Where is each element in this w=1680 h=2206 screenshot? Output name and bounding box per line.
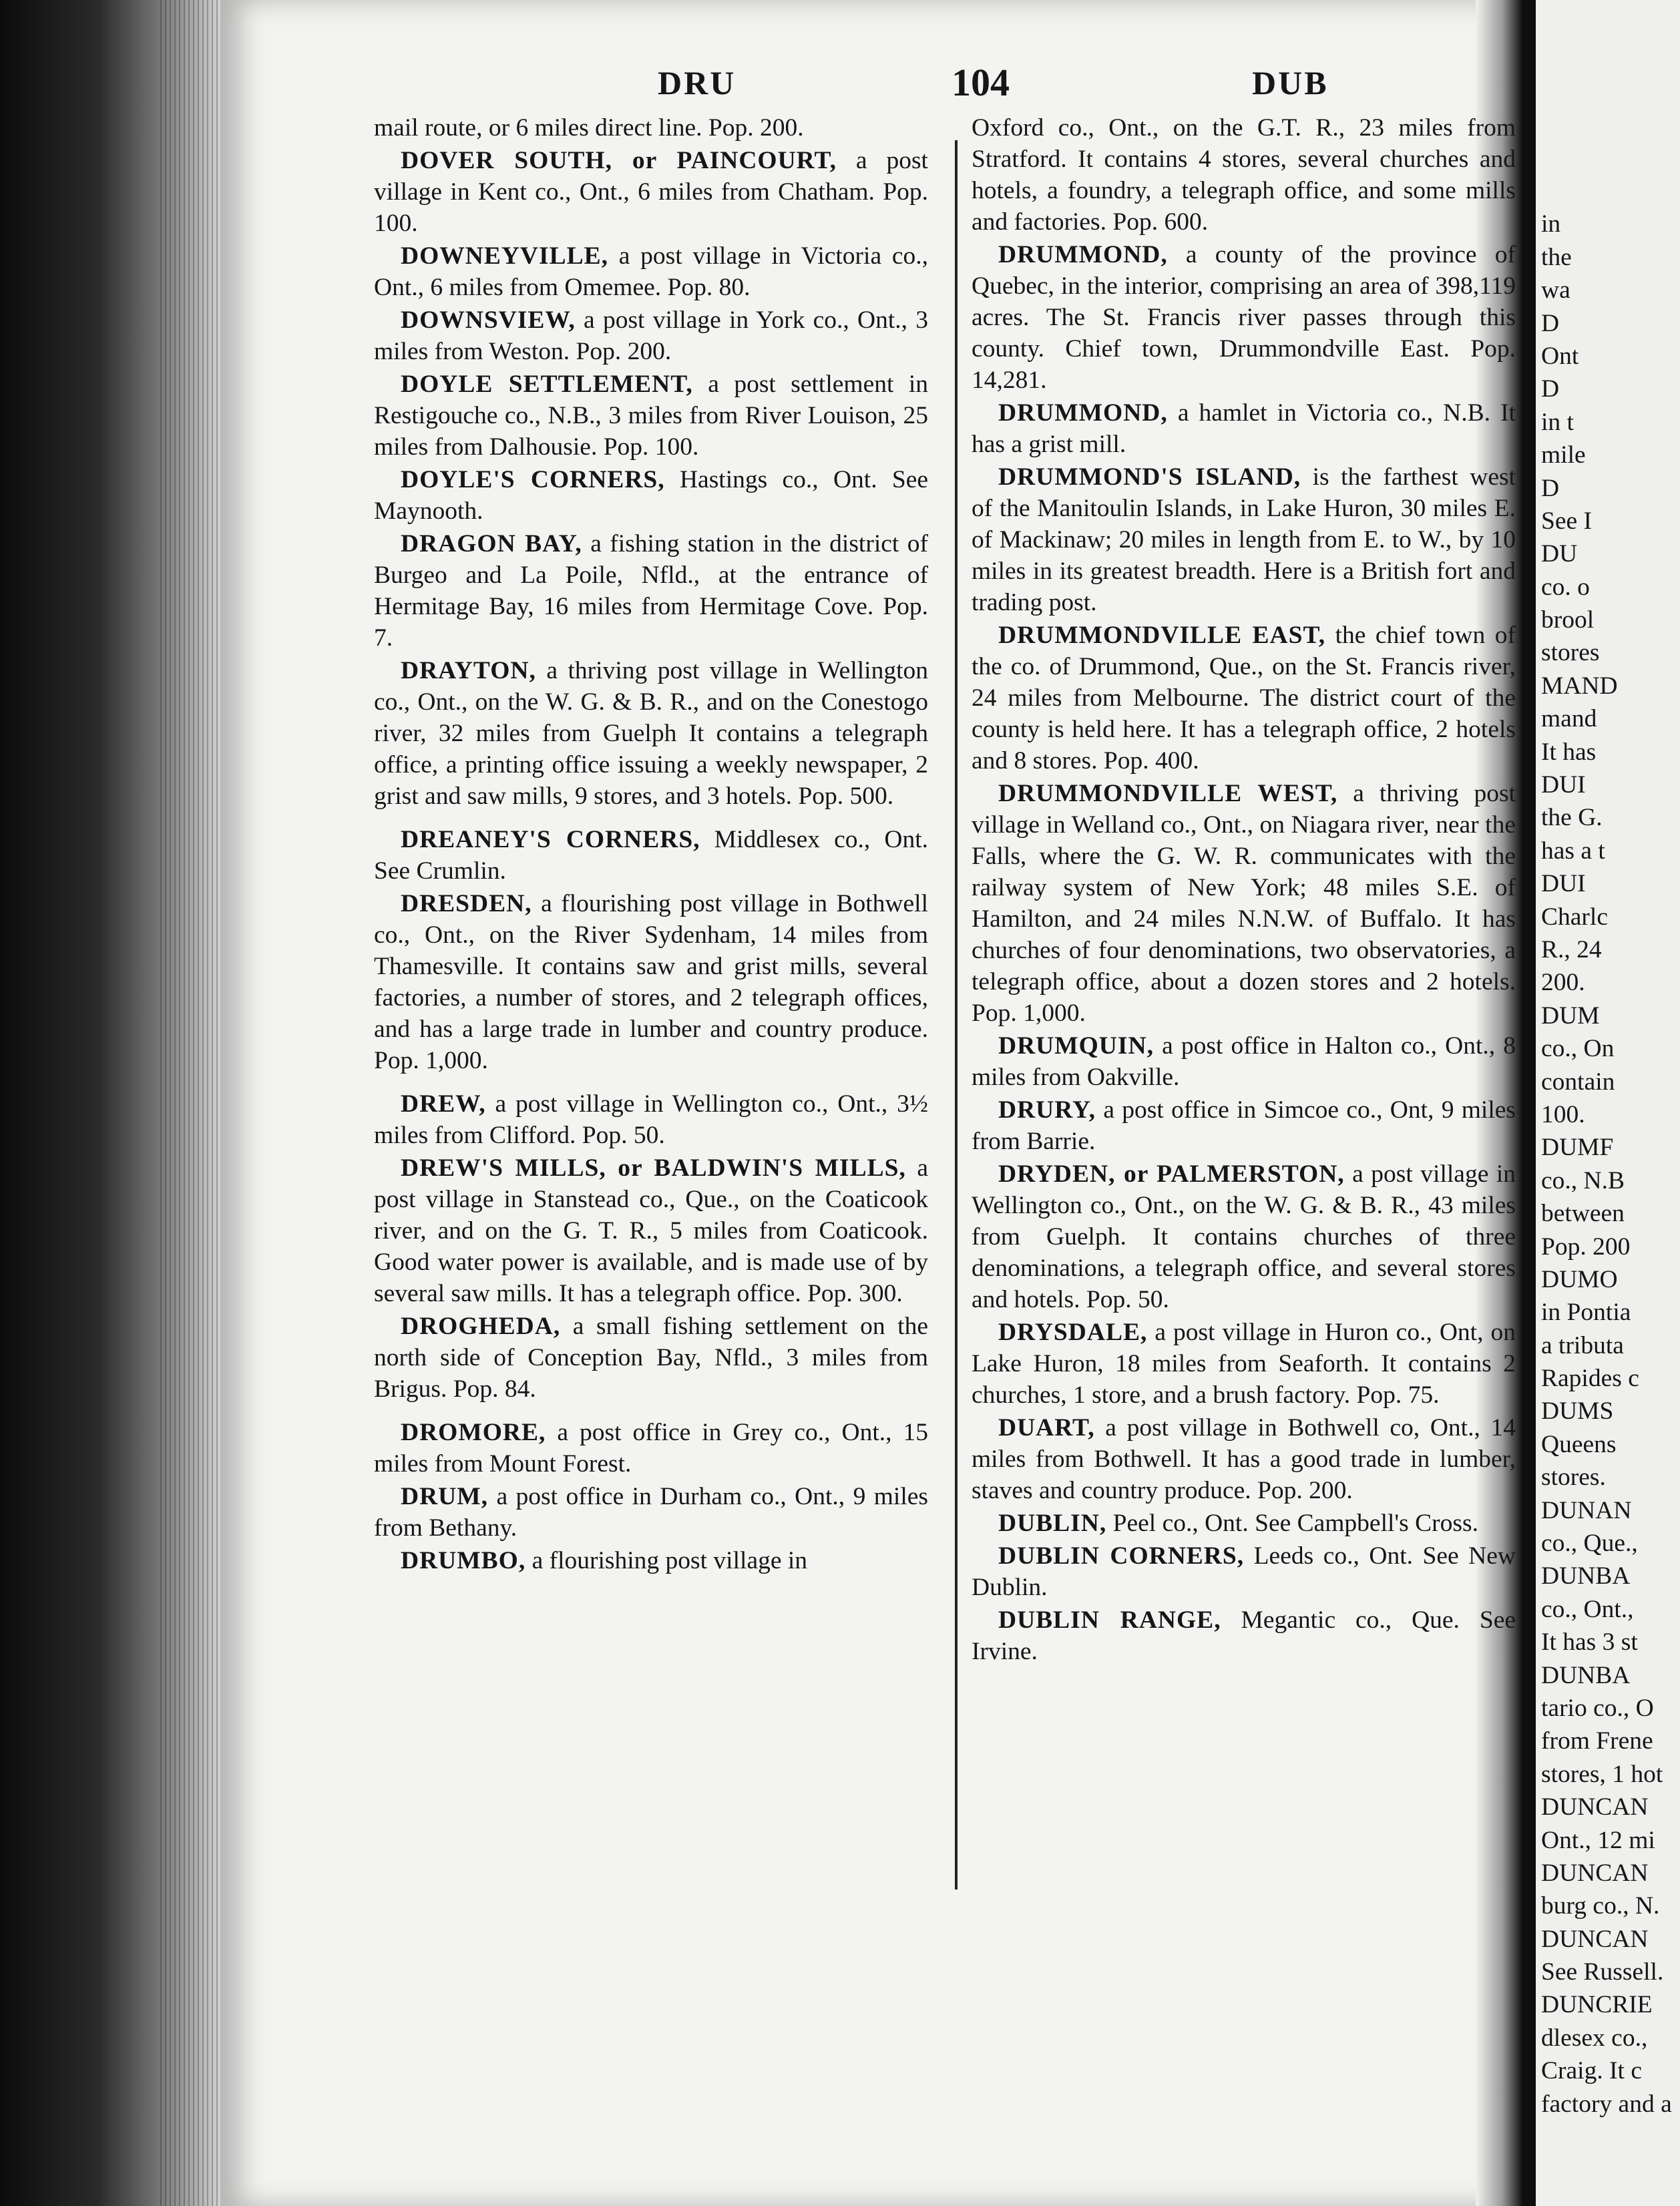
entry-headword: DREW, — [401, 1090, 486, 1118]
entry-text: Leeds co., Ont. See New Dublin. — [972, 1542, 1516, 1601]
entry-headword: DRYDEN, or PALMERSTON, — [998, 1160, 1345, 1188]
next-page-line: burg co., N. — [1541, 1892, 1660, 1920]
entry-headword: DUBLIN CORNERS, — [998, 1542, 1245, 1570]
left-column — [374, 112, 928, 1578]
gazetteer-entry — [972, 1317, 1516, 1411]
entry-headword: DREANEY'S CORNERS, — [401, 826, 700, 853]
next-page-line: Craig. It c — [1541, 2057, 1642, 2085]
entry-headword: DUART, — [998, 1414, 1095, 1442]
next-page-line: in — [1541, 210, 1561, 238]
next-page-line: between — [1541, 1200, 1625, 1228]
next-page-line: Ont — [1541, 342, 1579, 370]
gazetteer-entry — [374, 1545, 928, 1576]
next-page-line: the — [1541, 243, 1572, 271]
next-page-line: co., On — [1541, 1035, 1615, 1063]
entry-headword: DROMORE, — [401, 1419, 546, 1446]
entry-text: a post settlement in Restigouche co., N.B., 3 miles from River Louison, 25 miles from Dalhousie. Pop. 100. — [374, 371, 928, 461]
gazetteer-entry — [374, 1088, 928, 1151]
entry-text: Megantic co., Que. See Irvine. — [972, 1606, 1516, 1665]
gazetteer-entry — [374, 655, 928, 812]
next-page-line: the G. — [1541, 804, 1603, 832]
entry-text: a post village in Victoria co., Ont., 6 miles from Omemee. Pop. 80. — [374, 242, 928, 301]
entry-text: a fishing station in the district of Burgeo and La Poile, Nfld., at the entrance of Hermitage Bay, 16 miles from Hermitage Cove. Pop. 7. — [374, 530, 928, 652]
column-rule — [955, 140, 958, 1890]
entry-text: a post village in Wellington co., Ont., 3½ miles from Clifford. Pop. 50. — [374, 1090, 928, 1149]
entry-headword: DRESDEN, — [401, 890, 532, 917]
entry-text: a post office in Simcoe co., Ont, 9 miles from Barrie. — [972, 1096, 1516, 1155]
next-page-line: See Russell. — [1541, 1958, 1664, 1986]
next-page-line: Pop. 200 — [1541, 1233, 1631, 1261]
entry-text: Hastings co., Ont. See Maynooth. — [374, 466, 928, 525]
next-page-line: DUNCAN — [1541, 1859, 1649, 1887]
next-page-line: DUNCAN — [1541, 1793, 1649, 1821]
gazetteer-entry — [972, 1030, 1516, 1093]
next-page-line: stores. — [1541, 1464, 1606, 1492]
entry-headword: DRUMMOND'S ISLAND, — [998, 463, 1301, 491]
entry-text: a post office in Halton co., Ont., 8 miles from Oakville. — [972, 1032, 1516, 1091]
next-page-line: DUNCAN — [1541, 1925, 1649, 1953]
gazetteer-entry — [972, 1094, 1516, 1157]
gazetteer-entry — [374, 464, 928, 527]
entry-headword: DRAYTON, — [401, 657, 536, 684]
gazetteer-entry — [374, 145, 928, 239]
next-page-line: tario co., O — [1541, 1694, 1654, 1722]
next-page-line: brool — [1541, 606, 1595, 634]
next-page-line: from Frene — [1541, 1727, 1653, 1755]
gazetteer-entry — [374, 369, 928, 463]
gazetteer-entry — [374, 888, 928, 1076]
next-page-line: co., Ont., — [1541, 1595, 1634, 1623]
gazetteer-entry — [972, 620, 1516, 777]
next-page-line: Charlc — [1541, 903, 1608, 931]
next-page-line: mile — [1541, 441, 1586, 469]
next-page-line: 100. — [1541, 1100, 1585, 1128]
entry-text: a post office in Grey co., Ont., 15 miles from Mount Forest. — [374, 1419, 928, 1478]
next-page-line: It has 3 st — [1541, 1628, 1638, 1657]
entry-headword: DOWNEYVILLE, — [401, 242, 609, 270]
next-page-line: Rapides c — [1541, 1365, 1639, 1393]
entry-text: a thriving post village in Welland co., Ont., on Niagara river, near the Falls, where the G. W. R. communicates with the railway system of New York; 48 miles S.E. of Hamilton, and 24 miles N.N.W. of Buffalo. It has churches of four denominations, two observatories, a telegraph office, about a dozen stores and 2 hotels. Pop. 1,000. — [972, 780, 1516, 1027]
entry-text: Oxford co., Ont., on the G.T. R., 23 miles from Stratford. It contains 4 stores, several churches and hotels, a foundry, a telegraph office, and some mills and factories. Pop. 600. — [972, 114, 1516, 236]
next-page-line: contain — [1541, 1068, 1615, 1096]
entry-text: a post village in Huron co., Ont, on Lake Huron, 18 miles from Seaforth. It contains 2 churches, 1 store, and a brush factory. Pop. 75. — [972, 1319, 1516, 1409]
next-page-line: DUMO — [1541, 1265, 1618, 1293]
gazetteer-entry — [972, 239, 1516, 396]
next-page-line: in Pontia — [1541, 1299, 1631, 1327]
entry-headword: DUBLIN RANGE, — [998, 1606, 1221, 1634]
entry-text: a post village in Kent co., Ont., 6 miles from Chatham. Pop. 100. — [374, 147, 928, 237]
entry-headword: DOVER SOUTH, or PAINCOURT, — [401, 147, 837, 174]
next-page-line: has a t — [1541, 837, 1605, 865]
next-page-line: See I — [1541, 507, 1593, 535]
entry-headword: DRUMMOND, — [998, 241, 1168, 268]
gazetteer-entry — [374, 1152, 928, 1309]
next-page-stub-text — [1541, 175, 1672, 2121]
next-page-line: Queens — [1541, 1430, 1617, 1458]
entry-text: the chief town of the co. of Drummond, Que., on the St. Francis river, 24 miles from Melbourne. The district court of the county is held here. It has a telegraph office, 2 hotels and 8 stores. Pop. 400. — [972, 622, 1516, 775]
gazetteer-entry — [374, 240, 928, 303]
running-head-left: DRU — [658, 64, 737, 101]
entry-headword: DROGHEDA, — [401, 1313, 561, 1340]
next-page-line: co., Que., — [1541, 1530, 1638, 1558]
next-page-line: R., 24 — [1541, 935, 1602, 963]
entry-text: Peel co., Ont. See Campbell's Cross. — [1106, 1510, 1478, 1537]
next-page-line: DUNCRIE — [1541, 1991, 1653, 2019]
gazetteer-entry — [972, 461, 1516, 618]
next-page-line: DUMS — [1541, 1397, 1614, 1425]
running-head-right: DUB — [1252, 64, 1329, 101]
next-page-line: D — [1541, 474, 1560, 502]
next-page-line: DUM — [1541, 1002, 1600, 1030]
entry-text: mail route, or 6 miles direct line. Pop. 200. — [374, 114, 804, 142]
next-page-line: DUNAN — [1541, 1496, 1632, 1524]
gazetteer-entry — [374, 112, 928, 144]
next-page-line: DUMF — [1541, 1134, 1614, 1162]
gazetteer-entry — [374, 528, 928, 654]
next-page-line: a tributa — [1541, 1331, 1624, 1359]
gazetteer-entry — [374, 824, 928, 887]
next-page-line: It has — [1541, 738, 1597, 766]
gazetteer-entry — [972, 1604, 1516, 1667]
next-page-line: co., N.B — [1541, 1166, 1625, 1194]
entry-text: Middlesex co., Ont. See Crumlin. — [374, 826, 928, 885]
entry-text: a flourishing post village in — [526, 1547, 808, 1574]
entry-text: is the farthest west of the Manitoulin Islands, in Lake Huron, 30 miles E. of Mackinaw; 20 miles in length from E. to W., by 10 miles in its greatest breadth. Here is a British fort and trading post. — [972, 463, 1516, 616]
gazetteer-entry — [374, 1311, 928, 1405]
entry-headword: DRUMMONDVILLE EAST, — [998, 622, 1326, 649]
entry-headword: DRUMQUIN, — [998, 1032, 1154, 1060]
next-page-line — [1541, 175, 1672, 208]
gazetteer-entry — [972, 778, 1516, 1029]
gazetteer-entry — [972, 112, 1516, 238]
entry-text: a thriving post village in Wellington co., Ont., on the W. G. & B. R., and on the Conestogo river, 32 miles from Guelph It contains a telegraph office, a printing office issuing a weekly newspaper, 2 grist and saw mills, 9 stores, and 3 hotels. Pop. 500. — [374, 657, 928, 810]
entry-text: a hamlet in Victoria co., N.B. It has a grist mill. — [972, 399, 1516, 458]
next-page-line: MAND — [1541, 672, 1618, 700]
next-page-line: stores — [1541, 639, 1600, 667]
next-page-line: DUI — [1541, 771, 1586, 799]
gazetteer-entry — [972, 1158, 1516, 1315]
entry-headword: DRUM, — [401, 1483, 489, 1510]
gazetteer-entry — [972, 1508, 1516, 1539]
next-page-line: DU — [1541, 540, 1578, 568]
entry-text: a post office in Durham co., Ont., 9 miles from Bethany. — [374, 1483, 928, 1542]
gazetteer-entry — [374, 1417, 928, 1480]
entry-headword: DOWNSVIEW, — [401, 306, 576, 334]
gazetteer-entry — [374, 304, 928, 367]
next-page-line: in t — [1541, 408, 1574, 436]
gazetteer-entry — [374, 1481, 928, 1544]
next-page-line: co. o — [1541, 573, 1590, 601]
entry-text: a post village in Wellington co., Ont., on the W. G. & B. R., 43 miles from Guelph. It contains churches of three denominations, a telegraph office, and several stores and hotels. Pop. 50. — [972, 1160, 1516, 1313]
entry-headword: DOYLE SETTLEMENT, — [401, 371, 693, 398]
next-page-line: 200. — [1541, 969, 1585, 997]
next-page-line: DUNBA — [1541, 1562, 1631, 1590]
gazetteer-entry — [972, 397, 1516, 460]
next-page-line: mand — [1541, 705, 1597, 733]
gazetteer-entry — [972, 1540, 1516, 1603]
entry-headword: DRAGON BAY, — [401, 530, 582, 558]
page-number: 104 — [952, 61, 1010, 104]
entry-text: a post village in Bothwell co, Ont., 14 miles from Bothwell. It has a good trade in lumber, staves and country produce. Pop. 200. — [972, 1414, 1516, 1504]
entry-headword: DRUMBO, — [401, 1547, 526, 1574]
entry-text: a small fishing settlement on the north side of Conception Bay, Nfld., 3 miles from Brigus. Pop. 84. — [374, 1313, 928, 1403]
next-page-line: Ont., 12 mi — [1541, 1826, 1655, 1854]
entry-headword: DOYLE'S CORNERS, — [401, 466, 665, 493]
next-page-line: wa — [1541, 276, 1570, 304]
next-page-line: D — [1541, 309, 1560, 337]
next-page-fragment — [1536, 0, 1680, 2206]
entry-headword: DRUMMONDVILLE WEST, — [998, 780, 1338, 807]
gazetteer-entry — [972, 1412, 1516, 1506]
next-page-line: DUNBA — [1541, 1661, 1631, 1689]
next-page-line: factory and a — [1541, 2090, 1672, 2118]
next-page-line: D — [1541, 375, 1560, 403]
entry-text: a county of the province of Quebec, in the interior, comprising an area of 398,119 acres. The St. Francis river passes through this county. Chief town, Drummondville East. Pop. 14,281. — [972, 241, 1516, 394]
entry-headword: DRUMMOND, — [998, 399, 1168, 427]
next-page-line: stores, 1 hot — [1541, 1760, 1663, 1788]
entry-text: a post village in York co., Ont., 3 miles from Weston. Pop. 200. — [374, 306, 928, 365]
next-page-line: dlesex co., — [1541, 2024, 1648, 2052]
entry-text: a flourishing post village in Bothwell co., Ont., on the River Sydenham, 14 miles from Thamesville. It contains saw and grist mills, several factories, a number of stores, and 2 telegraph offices, and has a large trade in lumber and country produce. Pop. 1,000. — [374, 890, 928, 1074]
entry-headword: DREW'S MILLS, or BALDWIN'S MILLS, — [401, 1154, 906, 1182]
entry-headword: DUBLIN, — [998, 1510, 1107, 1537]
right-column — [972, 112, 1516, 1669]
entry-text: a post village in Stanstead co., Que., on the Coaticook river, and on the G. T. R., 5 miles from Coaticook. Good water power is available, and is made use of by several saw mills. It has a telegraph office. Pop. 300. — [374, 1154, 928, 1307]
entry-headword: DRURY, — [998, 1096, 1096, 1124]
next-page-line: DUI — [1541, 870, 1586, 898]
entry-headword: DRYSDALE, — [998, 1319, 1148, 1346]
